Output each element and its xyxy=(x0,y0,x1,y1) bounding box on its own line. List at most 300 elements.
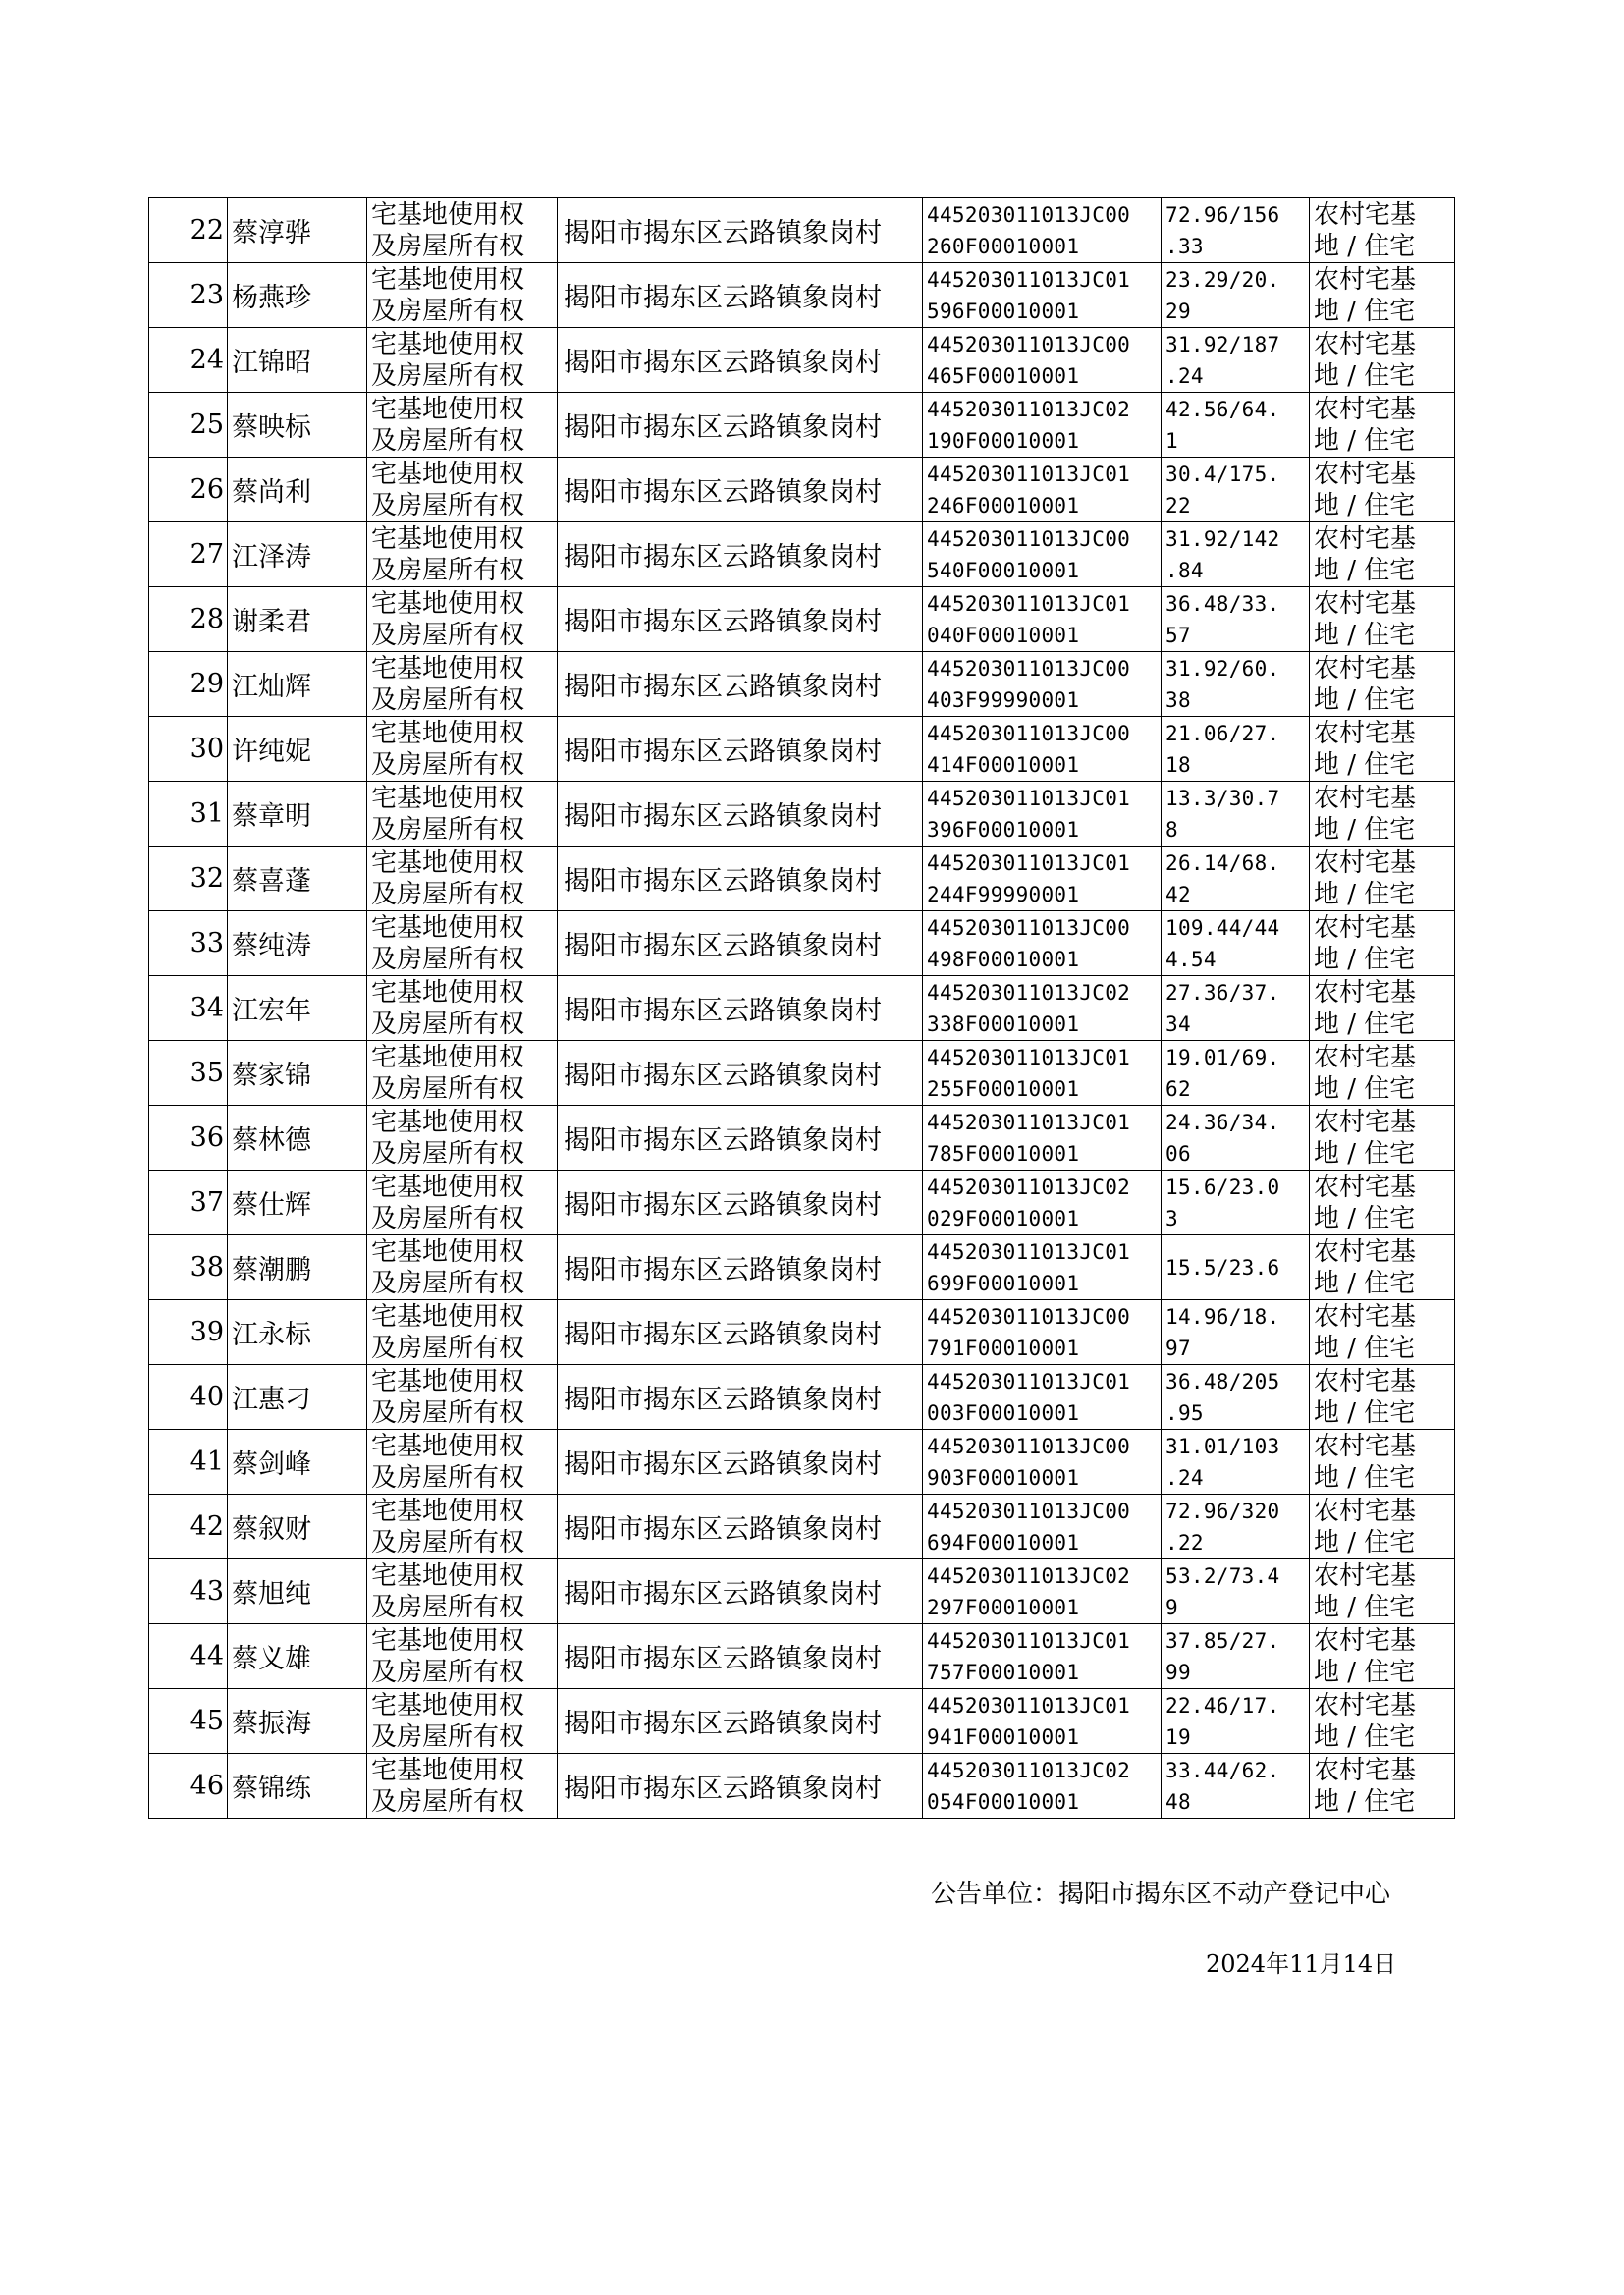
property-location-cell: 揭阳市揭东区云路镇象岗村 xyxy=(558,1171,923,1235)
unit-code-line: 445203011013JC01 xyxy=(927,1110,1131,1134)
right-type-cell xyxy=(367,1041,558,1106)
land-usage-line: 地 / 住宅 xyxy=(1314,555,1416,585)
unit-code-line: 338F00010001 xyxy=(927,1011,1080,1036)
area-value-cell xyxy=(1162,263,1310,328)
right-type-line: 及房屋所有权 xyxy=(371,490,525,520)
table-row xyxy=(149,458,1455,522)
unit-code-line: 785F00010001 xyxy=(927,1141,1080,1166)
land-usage-line: 地 / 住宅 xyxy=(1314,684,1416,715)
right-type-line: 及房屋所有权 xyxy=(371,1462,525,1493)
area-value-line: 42 xyxy=(1165,882,1191,906)
land-usage-line: 农村宅基 xyxy=(1314,1755,1417,1785)
unit-code-line: 003F00010001 xyxy=(927,1400,1080,1425)
unit-code-line: 445203011013JC01 xyxy=(927,591,1131,616)
row-index-cell: 41 xyxy=(149,1430,228,1495)
unit-code-cell xyxy=(923,1624,1162,1689)
unit-code-cell xyxy=(923,717,1162,782)
land-usage-cell xyxy=(1310,328,1455,393)
table-row xyxy=(149,1430,1455,1495)
land-usage-cell xyxy=(1310,717,1455,782)
right-type-line: 宅基地使用权 xyxy=(371,459,525,489)
row-index-cell: 42 xyxy=(149,1495,228,1559)
area-value-line: 62 xyxy=(1165,1076,1191,1101)
table-row xyxy=(149,911,1455,976)
land-usage-cell xyxy=(1310,263,1455,328)
land-usage-cell xyxy=(1310,587,1455,652)
unit-code-line: 246F00010001 xyxy=(927,493,1080,518)
land-usage-line: 地 / 住宅 xyxy=(1314,1333,1416,1363)
land-usage-cell xyxy=(1310,458,1455,522)
table-body xyxy=(149,198,1455,1819)
area-value-line: .95 xyxy=(1165,1400,1204,1425)
land-usage-cell xyxy=(1310,1235,1455,1300)
land-usage-line: 地 / 住宅 xyxy=(1314,490,1416,520)
land-usage-line: 农村宅基 xyxy=(1314,588,1417,619)
right-type-cell xyxy=(367,198,558,263)
owner-name-cell: 蔡义雄 xyxy=(228,1624,367,1689)
area-value-line: 18 xyxy=(1165,752,1191,777)
right-type-cell xyxy=(367,1300,558,1365)
land-usage-line: 农村宅基 xyxy=(1314,912,1417,943)
table-row xyxy=(149,1754,1455,1819)
area-value-line: 30.4/175. xyxy=(1165,462,1280,486)
land-usage-line: 地 / 住宅 xyxy=(1314,1527,1416,1557)
right-type-line: 及房屋所有权 xyxy=(371,1268,525,1298)
land-usage-cell xyxy=(1310,1754,1455,1819)
right-type-cell xyxy=(367,847,558,911)
unit-code-cell xyxy=(923,328,1162,393)
land-usage-cell xyxy=(1310,1430,1455,1495)
unit-code-cell xyxy=(923,1171,1162,1235)
area-value-line: 22 xyxy=(1165,493,1191,518)
land-usage-line: 农村宅基 xyxy=(1314,1690,1417,1721)
property-location-cell: 揭阳市揭东区云路镇象岗村 xyxy=(558,847,923,911)
right-type-line: 宅基地使用权 xyxy=(371,1431,525,1461)
table-row xyxy=(149,1106,1455,1171)
land-usage-line: 农村宅基 xyxy=(1314,1301,1417,1332)
table-row xyxy=(149,782,1455,847)
land-usage-line: 农村宅基 xyxy=(1314,783,1417,813)
land-usage-line: 地 / 住宅 xyxy=(1314,360,1416,391)
property-location-cell: 揭阳市揭东区云路镇象岗村 xyxy=(558,393,923,458)
area-value-cell xyxy=(1162,198,1310,263)
area-value-line: 34 xyxy=(1165,1011,1191,1036)
property-location-cell: 揭阳市揭东区云路镇象岗村 xyxy=(558,587,923,652)
area-value-line: .24 xyxy=(1165,363,1204,388)
unit-code-line: 445203011013JC00 xyxy=(927,721,1131,745)
unit-code-line: 190F00010001 xyxy=(927,428,1080,453)
unit-code-cell xyxy=(923,1041,1162,1106)
property-location-cell: 揭阳市揭东区云路镇象岗村 xyxy=(558,976,923,1041)
land-usage-cell xyxy=(1310,1495,1455,1559)
right-type-line: 宅基地使用权 xyxy=(371,847,525,878)
right-type-cell xyxy=(367,782,558,847)
table-row xyxy=(149,1689,1455,1754)
area-value-cell xyxy=(1162,393,1310,458)
right-type-cell xyxy=(367,393,558,458)
table-row xyxy=(149,263,1455,328)
row-index-cell: 22 xyxy=(149,198,228,263)
unit-code-line: 596F00010001 xyxy=(927,299,1080,323)
row-index-cell: 37 xyxy=(149,1171,228,1235)
right-type-line: 宅基地使用权 xyxy=(371,653,525,683)
owner-name-cell: 江灿辉 xyxy=(228,652,367,717)
land-usage-line: 农村宅基 xyxy=(1314,1236,1417,1267)
table-row xyxy=(149,393,1455,458)
land-usage-line: 农村宅基 xyxy=(1314,977,1417,1008)
area-value-line: 72.96/156 xyxy=(1165,202,1280,227)
right-type-line: 及房屋所有权 xyxy=(371,944,525,974)
owner-name-cell: 蔡尚利 xyxy=(228,458,367,522)
land-usage-cell xyxy=(1310,976,1455,1041)
right-type-line: 及房屋所有权 xyxy=(371,555,525,585)
land-usage-line: 农村宅基 xyxy=(1314,847,1417,878)
right-type-line: 及房屋所有权 xyxy=(371,231,525,261)
right-type-line: 宅基地使用权 xyxy=(371,1690,525,1721)
right-type-line: 及房屋所有权 xyxy=(371,879,525,909)
unit-code-line: 445203011013JC00 xyxy=(927,1434,1131,1458)
area-value-cell xyxy=(1162,1689,1310,1754)
table-row xyxy=(149,587,1455,652)
area-value-line: 1 xyxy=(1165,428,1178,453)
area-value-line: 36.48/33. xyxy=(1165,591,1280,616)
unit-code-cell xyxy=(923,587,1162,652)
land-usage-line: 地 / 住宅 xyxy=(1314,1268,1416,1298)
area-value-line: 06 xyxy=(1165,1141,1191,1166)
area-value-line: 97 xyxy=(1165,1336,1191,1360)
unit-code-cell xyxy=(923,1495,1162,1559)
unit-code-cell xyxy=(923,393,1162,458)
area-value-line: 31.92/60. xyxy=(1165,656,1280,681)
unit-code-line: 540F00010001 xyxy=(927,558,1080,582)
owner-name-cell: 蔡喜蓬 xyxy=(228,847,367,911)
land-usage-line: 地 / 住宅 xyxy=(1314,1657,1416,1687)
owner-name-cell: 蔡潮鹏 xyxy=(228,1235,367,1300)
right-type-cell xyxy=(367,1235,558,1300)
unit-code-line: 445203011013JC01 xyxy=(927,850,1131,875)
unit-code-cell xyxy=(923,1300,1162,1365)
right-type-cell xyxy=(367,1171,558,1235)
unit-code-line: 903F00010001 xyxy=(927,1465,1080,1490)
unit-code-line: 260F00010001 xyxy=(927,234,1080,258)
unit-code-cell xyxy=(923,1235,1162,1300)
unit-code-cell xyxy=(923,1106,1162,1171)
row-index-cell: 44 xyxy=(149,1624,228,1689)
right-type-line: 宅基地使用权 xyxy=(371,588,525,619)
table-row xyxy=(149,717,1455,782)
land-usage-line: 农村宅基 xyxy=(1314,199,1417,230)
property-location-cell: 揭阳市揭东区云路镇象岗村 xyxy=(558,652,923,717)
right-type-line: 宅基地使用权 xyxy=(371,1625,525,1656)
unit-code-line: 445203011013JC01 xyxy=(927,786,1131,810)
right-type-cell xyxy=(367,652,558,717)
owner-name-cell: 蔡仕辉 xyxy=(228,1171,367,1235)
land-usage-line: 地 / 住宅 xyxy=(1314,296,1416,326)
property-location-cell: 揭阳市揭东区云路镇象岗村 xyxy=(558,198,923,263)
area-value-line: 4.54 xyxy=(1165,947,1217,971)
land-usage-cell xyxy=(1310,1624,1455,1689)
right-type-cell xyxy=(367,1106,558,1171)
table-row xyxy=(149,976,1455,1041)
unit-code-line: 029F00010001 xyxy=(927,1206,1080,1230)
unit-code-line: 297F00010001 xyxy=(927,1595,1080,1619)
right-type-line: 宅基地使用权 xyxy=(371,1301,525,1332)
land-usage-line: 农村宅基 xyxy=(1314,1042,1417,1072)
row-index-cell: 34 xyxy=(149,976,228,1041)
owner-name-cell: 蔡锦练 xyxy=(228,1754,367,1819)
right-type-line: 宅基地使用权 xyxy=(371,394,525,424)
unit-code-line: 445203011013JC02 xyxy=(927,397,1131,421)
row-index-cell: 40 xyxy=(149,1365,228,1430)
area-value-cell xyxy=(1162,328,1310,393)
right-type-line: 及房屋所有权 xyxy=(371,360,525,391)
right-type-line: 宅基地使用权 xyxy=(371,977,525,1008)
unit-code-cell xyxy=(923,1689,1162,1754)
row-index-cell: 38 xyxy=(149,1235,228,1300)
owner-name-cell: 杨燕珍 xyxy=(228,263,367,328)
land-usage-line: 地 / 住宅 xyxy=(1314,1203,1416,1233)
land-usage-cell xyxy=(1310,1106,1455,1171)
land-usage-line: 农村宅基 xyxy=(1314,523,1417,554)
land-usage-line: 地 / 住宅 xyxy=(1314,1462,1416,1493)
table-row xyxy=(149,1235,1455,1300)
land-usage-line: 地 / 住宅 xyxy=(1314,1009,1416,1039)
right-type-line: 及房屋所有权 xyxy=(371,425,525,456)
area-value-line: 31.92/187 xyxy=(1165,332,1280,356)
land-usage-line: 农村宅基 xyxy=(1314,1172,1417,1202)
right-type-cell xyxy=(367,587,558,652)
area-value-line: 19.01/69. xyxy=(1165,1045,1280,1069)
land-usage-line: 农村宅基 xyxy=(1314,1625,1417,1656)
right-type-cell xyxy=(367,976,558,1041)
area-value-line: 21.06/27. xyxy=(1165,721,1280,745)
area-value-line: 22.46/17. xyxy=(1165,1693,1280,1718)
area-value-cell xyxy=(1162,1041,1310,1106)
right-type-line: 宅基地使用权 xyxy=(371,1172,525,1202)
unit-code-line: 445203011013JC01 xyxy=(927,1628,1131,1653)
row-index-cell: 39 xyxy=(149,1300,228,1365)
unit-code-line: 396F00010001 xyxy=(927,817,1080,842)
land-usage-line: 地 / 住宅 xyxy=(1314,879,1416,909)
right-type-line: 宅基地使用权 xyxy=(371,1560,525,1591)
land-usage-line: 农村宅基 xyxy=(1314,1366,1417,1396)
land-usage-line: 地 / 住宅 xyxy=(1314,231,1416,261)
area-value-line: 33.44/62. xyxy=(1165,1758,1280,1782)
area-value-line: 29 xyxy=(1165,299,1191,323)
right-type-cell xyxy=(367,458,558,522)
unit-code-line: 757F00010001 xyxy=(927,1660,1080,1684)
land-usage-line: 地 / 住宅 xyxy=(1314,1721,1416,1752)
right-type-line: 及房屋所有权 xyxy=(371,1592,525,1622)
land-usage-cell xyxy=(1310,847,1455,911)
table-row xyxy=(149,1559,1455,1624)
area-value-cell xyxy=(1162,1495,1310,1559)
unit-code-cell xyxy=(923,458,1162,522)
right-type-cell xyxy=(367,1624,558,1689)
unit-code-line: 414F00010001 xyxy=(927,752,1080,777)
right-type-cell xyxy=(367,911,558,976)
right-type-line: 宅基地使用权 xyxy=(371,1366,525,1396)
property-location-cell: 揭阳市揭东区云路镇象岗村 xyxy=(558,1559,923,1624)
right-type-cell xyxy=(367,717,558,782)
property-location-cell: 揭阳市揭东区云路镇象岗村 xyxy=(558,458,923,522)
right-type-cell xyxy=(367,1495,558,1559)
area-value-cell xyxy=(1162,1171,1310,1235)
unit-code-cell xyxy=(923,652,1162,717)
owner-name-cell: 蔡林德 xyxy=(228,1106,367,1171)
right-type-cell xyxy=(367,522,558,587)
area-value-line: 53.2/73.4 xyxy=(1165,1563,1280,1588)
owner-name-cell: 江泽涛 xyxy=(228,522,367,587)
property-location-cell: 揭阳市揭东区云路镇象岗村 xyxy=(558,911,923,976)
land-usage-line: 农村宅基 xyxy=(1314,459,1417,489)
owner-name-cell: 蔡叙财 xyxy=(228,1495,367,1559)
land-usage-line: 地 / 住宅 xyxy=(1314,1138,1416,1169)
owner-name-cell: 蔡振海 xyxy=(228,1689,367,1754)
row-index-cell: 31 xyxy=(149,782,228,847)
row-index-cell: 26 xyxy=(149,458,228,522)
land-usage-cell xyxy=(1310,1365,1455,1430)
unit-code-cell xyxy=(923,911,1162,976)
right-type-line: 宅基地使用权 xyxy=(371,329,525,359)
area-value-cell xyxy=(1162,976,1310,1041)
area-value-cell xyxy=(1162,782,1310,847)
right-type-cell xyxy=(367,1430,558,1495)
row-index-cell: 33 xyxy=(149,911,228,976)
land-usage-cell xyxy=(1310,911,1455,976)
unit-code-line: 445203011013JC02 xyxy=(927,1175,1131,1199)
row-index-cell: 24 xyxy=(149,328,228,393)
right-type-cell xyxy=(367,1365,558,1430)
row-index-cell: 30 xyxy=(149,717,228,782)
land-usage-line: 地 / 住宅 xyxy=(1314,1786,1416,1817)
land-usage-line: 地 / 住宅 xyxy=(1314,944,1416,974)
land-usage-cell xyxy=(1310,1689,1455,1754)
row-index-cell: 23 xyxy=(149,263,228,328)
unit-code-line: 403F99990001 xyxy=(927,687,1080,712)
right-type-line: 及房屋所有权 xyxy=(371,1721,525,1752)
property-location-cell: 揭阳市揭东区云路镇象岗村 xyxy=(558,717,923,782)
right-type-line: 及房屋所有权 xyxy=(371,1786,525,1817)
area-value-cell xyxy=(1162,1300,1310,1365)
unit-code-cell xyxy=(923,976,1162,1041)
unit-code-cell xyxy=(923,847,1162,911)
table-row xyxy=(149,847,1455,911)
property-location-cell: 揭阳市揭东区云路镇象岗村 xyxy=(558,1041,923,1106)
right-type-line: 宅基地使用权 xyxy=(371,1755,525,1785)
area-value-cell xyxy=(1162,522,1310,587)
unit-code-line: 445203011013JC01 xyxy=(927,1693,1131,1718)
right-type-line: 及房屋所有权 xyxy=(371,1138,525,1169)
land-usage-cell xyxy=(1310,393,1455,458)
land-usage-cell xyxy=(1310,198,1455,263)
land-usage-line: 农村宅基 xyxy=(1314,1496,1417,1526)
owner-name-cell: 蔡章明 xyxy=(228,782,367,847)
row-index-cell: 46 xyxy=(149,1754,228,1819)
area-value-cell xyxy=(1162,847,1310,911)
area-value-line: 9 xyxy=(1165,1595,1178,1619)
area-value-line: 23.29/20. xyxy=(1165,267,1280,292)
right-type-cell xyxy=(367,1689,558,1754)
right-type-line: 宅基地使用权 xyxy=(371,912,525,943)
unit-code-line: 445203011013JC01 xyxy=(927,267,1131,292)
property-location-cell: 揭阳市揭东区云路镇象岗村 xyxy=(558,1106,923,1171)
land-usage-cell xyxy=(1310,522,1455,587)
unit-code-line: 445203011013JC02 xyxy=(927,1563,1131,1588)
property-location-cell: 揭阳市揭东区云路镇象岗村 xyxy=(558,1365,923,1430)
right-type-line: 宅基地使用权 xyxy=(371,264,525,295)
right-type-line: 及房屋所有权 xyxy=(371,1333,525,1363)
unit-code-cell xyxy=(923,263,1162,328)
property-location-cell: 揭阳市揭东区云路镇象岗村 xyxy=(558,1235,923,1300)
owner-name-cell: 蔡旭纯 xyxy=(228,1559,367,1624)
area-value-line: .84 xyxy=(1165,558,1204,582)
area-value-line: 36.48/205 xyxy=(1165,1369,1280,1393)
right-type-line: 宅基地使用权 xyxy=(371,783,525,813)
unit-code-cell xyxy=(923,1754,1162,1819)
area-value-line: 27.36/37. xyxy=(1165,980,1280,1005)
right-type-line: 宅基地使用权 xyxy=(371,523,525,554)
unit-code-line: 445203011013JC00 xyxy=(927,202,1131,227)
unit-code-line: 040F00010001 xyxy=(927,623,1080,647)
row-index-cell: 32 xyxy=(149,847,228,911)
right-type-line: 及房屋所有权 xyxy=(371,296,525,326)
right-type-line: 及房屋所有权 xyxy=(371,814,525,845)
unit-code-line: 445203011013JC00 xyxy=(927,526,1131,551)
area-value-line: 3 xyxy=(1165,1206,1178,1230)
area-value-line: 14.96/18. xyxy=(1165,1304,1280,1329)
unit-code-line: 445203011013JC00 xyxy=(927,1304,1131,1329)
area-value-line: 57 xyxy=(1165,623,1191,647)
table-row xyxy=(149,1495,1455,1559)
unit-code-line: 941F00010001 xyxy=(927,1724,1080,1749)
land-usage-line: 农村宅基 xyxy=(1314,329,1417,359)
area-value-cell xyxy=(1162,652,1310,717)
area-value-cell xyxy=(1162,717,1310,782)
owner-name-cell: 谢柔君 xyxy=(228,587,367,652)
area-value-line: 109.44/44 xyxy=(1165,915,1280,940)
area-value-line: .22 xyxy=(1165,1530,1204,1555)
area-value-cell xyxy=(1162,1624,1310,1689)
area-value-cell xyxy=(1162,1365,1310,1430)
unit-code-line: 445203011013JC00 xyxy=(927,1499,1131,1523)
notice-unit: 公告单位：揭阳市揭东区不动产登记中心 xyxy=(931,1880,1391,1909)
row-index-cell: 35 xyxy=(149,1041,228,1106)
area-value-cell xyxy=(1162,1430,1310,1495)
unit-code-cell xyxy=(923,1365,1162,1430)
right-type-line: 及房屋所有权 xyxy=(371,1397,525,1428)
land-usage-cell xyxy=(1310,1559,1455,1624)
owner-name-cell: 蔡淳骅 xyxy=(228,198,367,263)
area-value-line: 24.36/34. xyxy=(1165,1110,1280,1134)
land-usage-line: 地 / 住宅 xyxy=(1314,749,1416,780)
unit-code-cell xyxy=(923,1430,1162,1495)
table-row xyxy=(149,1171,1455,1235)
unit-code-line: 445203011013JC01 xyxy=(927,462,1131,486)
owner-name-cell: 江惠刁 xyxy=(228,1365,367,1430)
right-type-line: 及房屋所有权 xyxy=(371,749,525,780)
unit-code-line: 694F00010001 xyxy=(927,1530,1080,1555)
property-location-cell: 揭阳市揭东区云路镇象岗村 xyxy=(558,1624,923,1689)
owner-name-cell: 蔡映标 xyxy=(228,393,367,458)
area-value-line: 26.14/68. xyxy=(1165,850,1280,875)
land-usage-line: 地 / 住宅 xyxy=(1314,1073,1416,1104)
land-usage-line: 地 / 住宅 xyxy=(1314,1397,1416,1428)
right-type-line: 及房屋所有权 xyxy=(371,1527,525,1557)
area-value-cell xyxy=(1162,458,1310,522)
right-type-line: 及房屋所有权 xyxy=(371,1073,525,1104)
land-usage-line: 地 / 住宅 xyxy=(1314,425,1416,456)
